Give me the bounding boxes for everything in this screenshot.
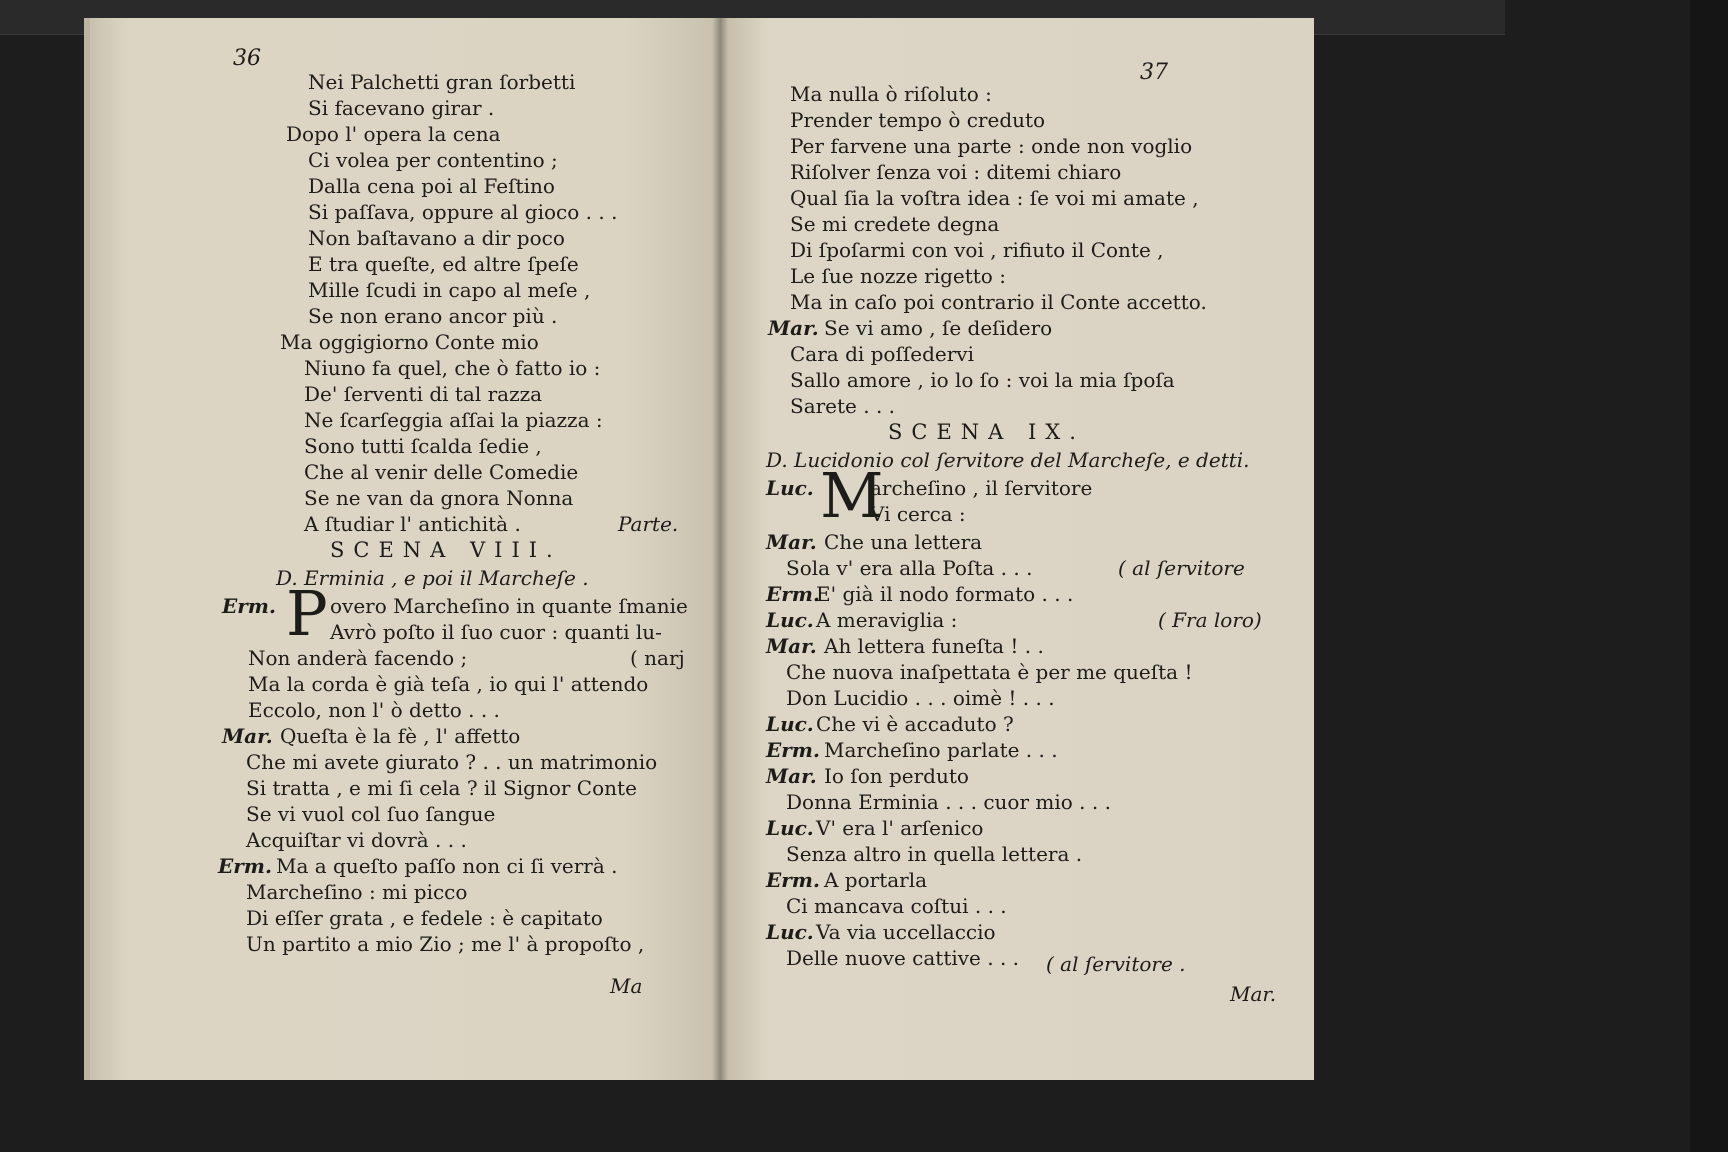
text-line: Vi cerca : [870, 502, 966, 526]
text-line: Di ſpoſarmi con voi , rifiuto il Conte , [790, 238, 1164, 262]
text-line: Non baſtavano a dir poco [308, 226, 565, 250]
text-line: Cara di poſſedervi [790, 342, 975, 366]
text-line: Si facevano girar . [308, 96, 495, 120]
text-line: Acquiſtar vi dovrà . . . [246, 828, 467, 852]
text-line: Non anderà facendo ; [248, 646, 468, 670]
text-line: Che vi è accaduto ? [816, 712, 1014, 736]
text-line: Sono tutti ſcalda ſedie , [304, 434, 542, 458]
speaker-label: Erm. [766, 868, 820, 892]
right-page-number: 37 [1140, 60, 1168, 85]
scene-characters: D. Erminia , e poi il Marcheſe . [276, 566, 589, 590]
text-line: Qual ſia la voſtra idea : ſe voi mi amate , [790, 186, 1199, 210]
text-line: Sola v' era alla Poſta . . . [786, 556, 1033, 580]
text-line: Va via uccellaccio [816, 920, 996, 944]
text-line: E tra queſte, ed altre ſpeſe [308, 252, 579, 276]
speaker-label: Luc. [766, 920, 814, 944]
text-line: Delle nuove cattive . . . [786, 946, 1020, 970]
text-line: Io ſon perduto [824, 764, 969, 788]
hyphen-continuation: ( narj [630, 646, 685, 670]
text-line: Per farvene una parte : onde non voglio [790, 134, 1193, 158]
text-line: Che mi avete giurato ? . . un matrimonio [246, 750, 658, 774]
text-line: Avrò poſto il ſuo cuor : quanti lu- [330, 620, 662, 644]
open-book [84, 18, 1314, 1080]
text-line: Che al venir delle Comedie [304, 460, 579, 484]
scanner-right-edge [1690, 0, 1728, 1152]
text-line: Che una lettera [824, 530, 983, 554]
text-line: Se vi vuol col ſuo ſangue [246, 802, 496, 826]
text-line: Ma in caſo poi contrario il Conte accetto. [790, 290, 1207, 314]
speaker-label: Mar. [766, 634, 817, 658]
book-gutter [712, 18, 728, 1080]
text-line: Queſta è la fè , l' affetto [280, 724, 521, 748]
text-line: Che nuova inaſpettata è per me queſta ! [786, 660, 1193, 684]
drop-cap: M [820, 459, 884, 532]
text-line: archeſino , il ſervitore [870, 476, 1093, 500]
text-line: Dopo l' opera la cena [286, 122, 501, 146]
text-line: Nei Palchetti gran ſorbetti [308, 70, 576, 94]
stage-direction: ( al ſervitore . [1046, 952, 1186, 976]
text-line: Se non erano ancor più . [308, 304, 558, 328]
drop-cap: P [286, 577, 328, 650]
speaker-label: Mar. [766, 764, 817, 788]
text-line: Si paſſava, oppure al gioco . . . [308, 200, 618, 224]
text-line: Marcheſino parlate . . . [824, 738, 1058, 762]
text-line: Se ne van da gnora Nonna [304, 486, 574, 510]
right-page [720, 18, 1314, 1080]
text-line: Un partito a mio Zio ; me l' à propoſto , [246, 932, 645, 956]
text-line: Di eſſer grata , e fedele : è capitato [246, 906, 603, 930]
speaker-label: Erm. [766, 738, 820, 762]
left-page [84, 18, 720, 1080]
text-line: Sarete . . . [790, 394, 896, 418]
text-line: V' era l' arſenico [816, 816, 984, 840]
text-line: Se mi credete degna [790, 212, 1000, 236]
speaker-label: Mar. [222, 724, 273, 748]
text-line: E' già il nodo formato . . . [816, 582, 1074, 606]
stage-direction: Parte. [618, 512, 679, 536]
speaker-label: Luc. [766, 608, 814, 632]
text-line: Dalla cena poi al Feſtino [308, 174, 555, 198]
text-line: Ci volea per contentino ; [308, 148, 558, 172]
text-line: A ſtudiar l' antichità . [304, 512, 521, 536]
left-page-number: 36 [233, 46, 261, 71]
text-line: Riſolver ſenza voi : ditemi chiaro [790, 160, 1122, 184]
text-line: Ma nulla ò riſoluto : [790, 82, 992, 106]
text-line: Don Lucidio . . . oimè ! . . . [786, 686, 1055, 710]
text-line: Ma la corda è già teſa , io qui l' attendo [248, 672, 649, 696]
speaker-label: Luc. [766, 712, 814, 736]
text-line: Se vi amo , ſe deſidero [824, 316, 1053, 340]
text-line: Sallo amore , io lo ſo : voi la mia ſpoſa [790, 368, 1175, 392]
text-line: Ma a queſto paſſo non ci ſi verrà . [276, 854, 618, 878]
text-line: Prender tempo ò creduto [790, 108, 1046, 132]
speaker-label: Erm. [222, 594, 276, 618]
stage-direction: ( Fra loro) [1158, 608, 1262, 632]
text-line: Ma oggigiorno Conte mio [280, 330, 539, 354]
text-line: De' ſerventi di tal razza [304, 382, 543, 406]
speaker-label: Erm. [766, 582, 820, 606]
speaker-label: Erm. [218, 854, 272, 878]
text-line: Niuno fa quel, che ò fatto io : [304, 356, 601, 380]
speaker-label: Mar. [766, 530, 817, 554]
text-line: Ne ſcarſeggia aſſai la piazza : [304, 408, 603, 432]
speaker-label: Luc. [766, 816, 814, 840]
text-line: Ah lettera funeſta ! . . [824, 634, 1044, 658]
text-line: A portarla [824, 868, 928, 892]
catchword: Mar. [1230, 982, 1277, 1006]
text-line: Si tratta , e mi ſi cela ? il Signor Conte [246, 776, 637, 800]
speaker-label: Luc. [766, 476, 814, 500]
text-line: Donna Erminia . . . cuor mio . . . [786, 790, 1111, 814]
stage-direction: ( al ſervitore [1118, 556, 1245, 580]
scene-characters: D. Lucidonio col ſervitore del Marcheſe, e detti. [766, 448, 1250, 472]
text-line: Eccolo, non l' ò detto . . . [248, 698, 500, 722]
text-line: overo Marcheſino in quante ſmanie [330, 594, 688, 618]
text-line: Mille ſcudi in capo al meſe , [308, 278, 591, 302]
text-line: Marcheſino : mi picco [246, 880, 468, 904]
text-line: Senza altro in quella lettera . [786, 842, 1083, 866]
text-line: Ci mancava coſtui . . . [786, 894, 1007, 918]
catchword: Ma [610, 974, 643, 998]
text-line: Le ſue nozze rigetto : [790, 264, 1006, 288]
scene-heading: SCENA IX. [888, 420, 1085, 444]
text-line: A meraviglia : [816, 608, 958, 632]
scene-heading: SCENA VIII. [330, 538, 562, 562]
speaker-label: Mar. [768, 316, 819, 340]
